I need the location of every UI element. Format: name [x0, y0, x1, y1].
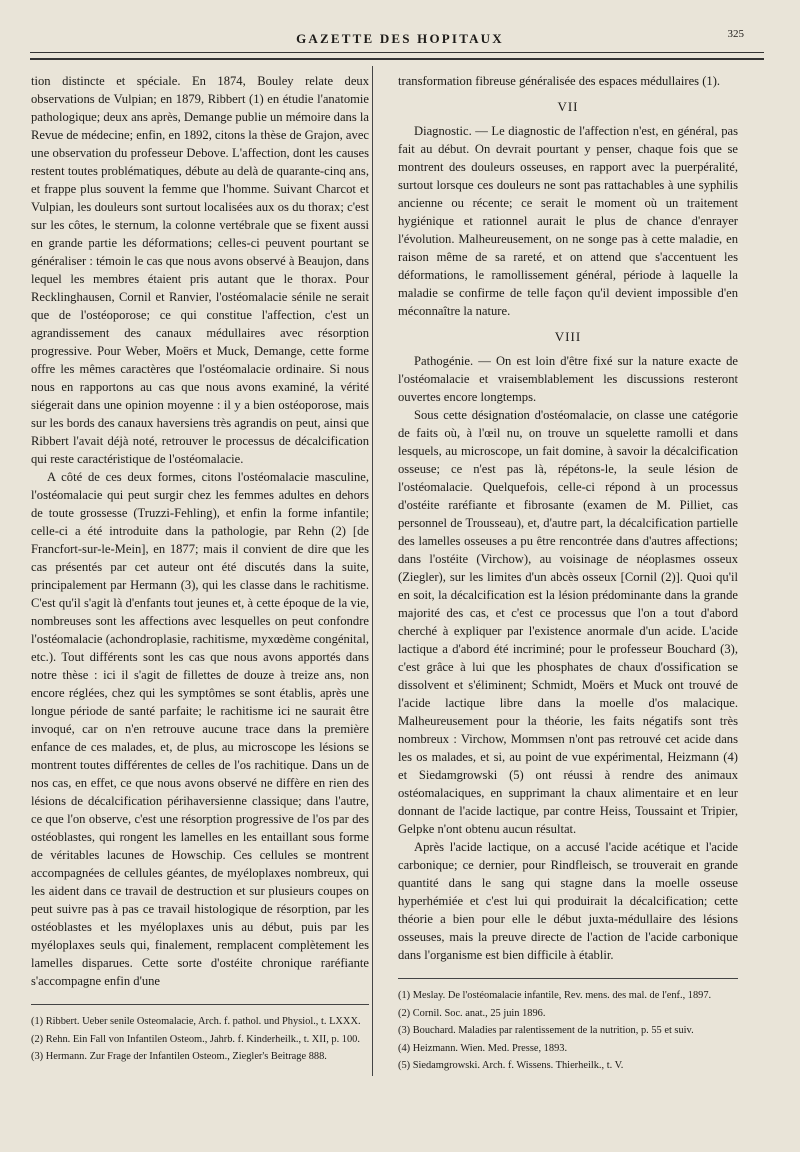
left-paragraph-1: tion distincte et spéciale. En 1874, Bouley relate deux observations de Vulpian; en 1879, Ribbert (1) en étudie l'anatomie pathologique; deux ans après, Demange publie un mémoire dans la Revue de médecine; enfin, en 1892, citons la thèse de Grajon, avec une observation du professeur Debove. L'affection, dont les causes restent toutes problématiques, débute au delà de quarante-cinq ans, et frappe plus souvent la femme que l'homme. Suivant Charcot et Vulpian, les douleurs sont surtout localisées aux os du thorax; c'est sur les côtes, le sternum, la colonne vertébrale que se fixent aussi en grande partie les déformations; celles-ci peuvent pourtant se généraliser : témoin le cas que nous avons observé à Beaujon, dans lequel les membres étaient pris autant que le thorax. Pour Recklinghausen, Cornil et Ranvier, l'ostéomalacie sénile ne serait que de l'ostéoporose; ce qui constitue l'affection, c'est un agrandissement des canaux médullaires avec résorption progressive. Pour Weber, Moërs et Muck, Demange, cette forme offre les mêmes caractères que l'ostéomalacie ordinaire. Si nous nous en rapportons au cas que nous avons examiné, la vérité siégerait dans une opinion moyenne : il y a bien ostéoporose, mais sur les bords des canaux haversiens très agrandis on peut, ainsi que Ribbert l'avait déjà noté, retrouver le processus de décalcification qui reste caractéristique de l'ostéomalacie.: [31, 74, 369, 466]
pathogenie-paragraph-2: Sous cette désignation d'ostéomalacie, on classe une catégorie de faits où, à l'œil nu, on trouve un squelette ramolli et dans lesquels, au microscope, un fait domine, à savoir la décalcification osseuse; ce n'est pas là, répétons-le, la seule lésion de l'ostéomalacie. Quelquefois, celle-ci répond à un processus d'ostéite raréfiante et fibrosante (examen de M. Pilliet, cas personnel de Trousseau), et, d'autre part, la décalcification partielle des lamelles osseuses a pu être rencontrée dans d'autres affections; dans l'ostéite (Virchow), au voisinage de néoplasmes osseux (Ziegler), sur les limites d'un abcès osseux [Cornil (2)]. Quoi qu'il en soit, la décalcification est la lésion prédominante dans la grande majorité des cas, et c'est ce processus que l'on a tout d'abord cherché à expliquer par l'existence anormale d'un acide. L'acide lactique a d'abord été incriminé; pour le professeur Bouchard (3), c'est grâce à lui que les phosphates de chaux d'ossification se dissolvent et s'éliminent; Schmidt, Moërs et Muck ont trouvé de l'acide lactique libre dans la moelle d'os malacique. Malheureusement pour la théorie, les faits négatifs sont très nombreux : Virchow, Mommsen n'ont pas retrouvé cet acide dans les os malades, et si, au point de vue expérimental, Heizmann (4) et Siedamgrowski (5) ont réussi à rendre des animaux ostéomalaciques, en supprimant la chaux alimentaire et en leur donnant de l'acide lactique, par contre Heiss, Toussaint et Tripier, Gelpke n'ont obtenu aucun résultat.: [398, 408, 738, 836]
header-rule-thick: [30, 58, 764, 60]
right-footnote-1: (1) Meslay. De l'ostéomalacie infantile, Rev. mens. des mal. de l'enf., 1897.: [398, 990, 712, 1001]
right-footnote-rule: [398, 978, 738, 979]
right-footnote-4: (4) Heizmann. Wien. Med. Presse, 1893.: [398, 1042, 568, 1054]
right-column: [398, 72, 738, 1077]
section-heading-viii: VIII: [554, 329, 582, 344]
section-heading-vii: VII: [557, 99, 579, 114]
pathogenie-paragraph-1: Pathogénie. — On est loin d'être fixé sur la nature exacte de l'ostéomalacie et vraisemblablement les discussions resteront ouvertes encore longtemps.: [398, 354, 738, 404]
diagnostic-paragraph: Diagnostic. — Le diagnostic de l'affection n'est, en général, pas fait au début. On devrait pourtant y penser, chaque fois que se montrent des douleurs osseuses, en rapport avec la puerpéralité, surtout lorsque ces douleurs ne sont pas rattachables à une syphilis ancienne ou récente; ce serait le moment où un traitement hygiénique et rationnel aurait le plus de chance d'enrayer l'évolution. Malheureusement, on ne songe pas à cette maladie, en raison même de sa rareté, et on attend que s'accentuent les déformations, le ramollissement général, période à laquelle la maladie se confirme de telle façon qu'il devient impossible d'en méconnaître la nature.: [398, 124, 738, 318]
right-footnote-5: (5) Siedamgrowski. Arch. f. Wissens. Thierheilk., t. V.: [398, 1060, 624, 1071]
left-footnote-1: (1) Ribbert. Ueber senile Osteomalacie, Arch. f. pathol. und Physiol., t. LXXX.: [31, 1016, 361, 1027]
left-footnote-3: (3) Hermann. Zur Frage der Infantilen Osteom., Ziegler's Beitrage 888.: [31, 1051, 327, 1062]
right-footnotes: [398, 989, 738, 1074]
right-intro: transformation fibreuse généralisée des espaces médullaires (1).: [398, 74, 721, 88]
header-rule-thin: [30, 52, 764, 53]
left-footnote-rule: [31, 1004, 369, 1005]
page-header: [0, 26, 800, 50]
page-number: 325: [727, 28, 744, 40]
running-title: GAZETTE DES HOPITAUX: [296, 31, 504, 46]
left-footnote-2: (2) Rehn. Ein Fall von Infantilen Osteom., Jahrb. f. Kinderheilk., t. XII, p. 100.: [31, 1033, 360, 1045]
left-column: [31, 72, 369, 1068]
column-divider: [372, 66, 373, 1076]
left-paragraph-2: A côté de ces deux formes, citons l'ostéomalacie masculine, l'ostéomalacie qui peut surgir chez les femmes adultes en dehors de toute grossesse (Truzzi-Fehling), et enfin la forme infantile; celle-ci a été introduite dans la pathologie, par Rehn (2) [de Francfort-sur-le-Mein], en 1877; mais il convient de dire que les cas présentés par cet auteur ont été discutés dans la suite, principalement par Hermann (3), qui les classe dans le rachitisme. C'est qu'il s'agit là d'enfants tout jeunes et, à cette époque de la vie, nombreuses sont les affections avec lesquelles on peut confondre l'ostéomalacie (achondroplasie, rachitisme, myxœdème congénital, etc.). Tout différents sont les cas que nous avons apportés dans notre thèse : ici il s'agit de fillettes de douze à treize ans, non encore réglées, chez qui les symptômes se sont établis, après une longue période de santé parfaite; le rachitisme ici ne saurait être invoqué, car on n'en retrouve aucune trace dans la première enfance de ces malades, et, de plus, au microscope les lésions se montrent toutes différentes de celles de l'os rachitique. Dans un de nos cas, en effet, ce que nous avons observé ne diffère en rien des lésions de décalcification périhaversienne classique; dans l'autre, ce que l'on observe, c'est une résorption progressive de l'os par des ostéoblastes, qui rongent les lamelles en les entaillant sous forme de véritables lacunes de Howschip. Ces cellules se montrent accompagnées de cellules géantes, de myéloplaxes nombreux, qui les aident dans ce travail de destruction et sur plusieurs coupes on peut suivre pas à pas ce travail histologique de résorption, par les ostéoblastes et les myéloplaxes unis au début, puis par les myéloplaxes seuls qui, finalement, remplacent complètement les lamelles disparues. Cette sorte d'ostéite chronique raréfiante s'accompagne enfin d'une: [31, 470, 369, 988]
left-footnotes: [31, 1015, 369, 1065]
right-footnote-2: (2) Cornil. Soc. anat., 25 juin 1896.: [398, 1007, 546, 1019]
right-footnote-3: (3) Bouchard. Maladies par ralentissement de la nutrition, p. 55 et suiv.: [398, 1025, 694, 1036]
pathogenie-paragraph-3: Après l'acide lactique, on a accusé l'acide acétique et l'acide carbonique; ce dernier, pour Rindfleisch, se trouverait en grande quantité dans le sang qui stagne dans la moelle osseuse hyperhémiée et c'est lui qui produirait la décalcification; cette théorie a bien pour elle le début juxta-médullaire des lésions osseuses, mais la preuve directe de l'action de l'acide carbonique dans l'organisme est bien difficile à établir.: [398, 840, 738, 962]
